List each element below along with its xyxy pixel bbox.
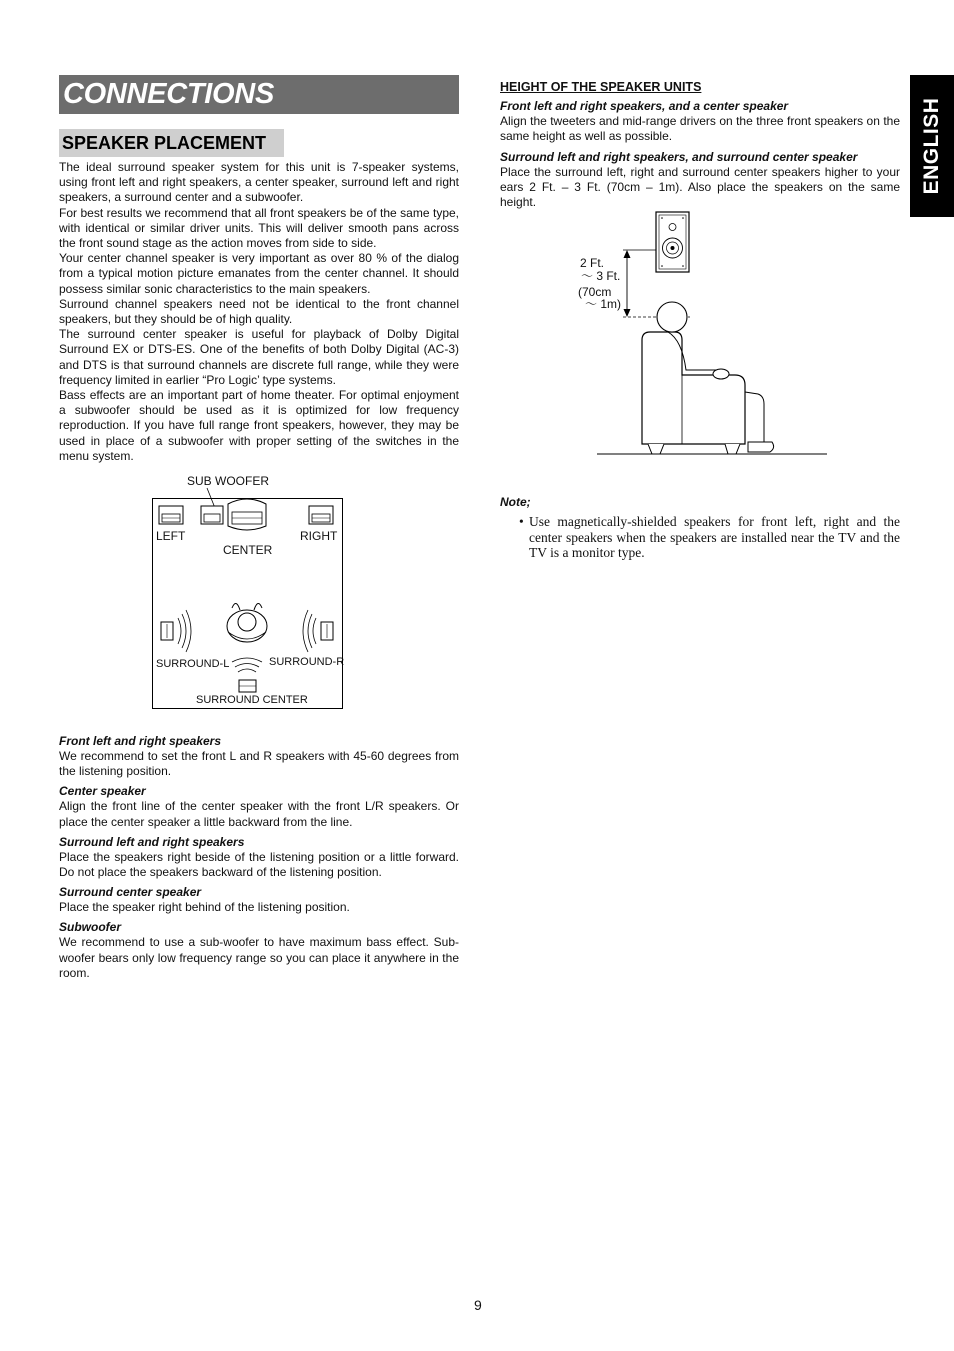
intro-text <box>59 160 459 464</box>
height-dim-line3: (70cm <box>578 285 612 299</box>
height-dim-line4: ～ 1m) <box>585 297 622 311</box>
surround-l-label: SURROUND-L <box>156 658 230 670</box>
height-title: HEIGHT OF THE SPEAKER UNITS <box>500 80 702 94</box>
language-tab <box>910 75 954 217</box>
placement-heading: Front left and right speakers <box>59 734 222 748</box>
height-heading: Surround left and right speakers, and surround center speaker <box>500 149 858 164</box>
title-bar <box>59 75 459 114</box>
placement-heading: Subwoofer <box>59 920 121 935</box>
placement-text: We recommend to use a sub-woofer to have maximum bass effect. Sub-woofer bears only low frequency range so you can place it anywhere in the room. <box>59 935 459 980</box>
arrow-down-icon <box>624 309 631 317</box>
height-dim-line1: 2 Ft. <box>580 256 605 270</box>
intro-paragraph: Surround channel speakers need not be identical to the front channel speakers, but they should be of high quality. <box>59 296 459 327</box>
page-number: 9 <box>474 1297 482 1313</box>
speaker-layout-frame <box>152 498 343 709</box>
page-title: CONNECTIONS <box>63 78 274 110</box>
note-list <box>519 514 900 561</box>
language-tab-label: ENGLISH <box>920 97 943 195</box>
placement-heading: Surround center speaker <box>59 885 202 900</box>
intro-paragraph: Your center channel speaker is very important as over 80 % of the dialog from a typical motion picture emanates from the center channel. It should possess similar sonic characteristics to the main speakers. <box>59 251 459 296</box>
note-text: Use magnetically-shielded speakers for front left, right and the center speakers when the speakers are installed near the TV and the TV is a monitor type. <box>529 514 900 560</box>
intro-paragraph: Bass effects are an important part of home theater. For optimal enjoyment a subwoofer should be used as it is optimized for low frequency reproduction. If you have full range front speakers, however, they may be used in place of a subwoofer with proper setting of the switches in the menu system. <box>59 388 459 463</box>
placement-section <box>59 734 459 981</box>
section-title-bar <box>59 129 284 157</box>
note-heading: Note; <box>500 495 531 509</box>
placement-heading: Center speaker <box>59 784 146 799</box>
placement-heading: Surround left and right speakers <box>59 834 245 849</box>
wall-speaker-icon <box>656 212 689 272</box>
surround-r-label: SURROUND-R <box>269 656 345 668</box>
center-label: CENTER <box>223 543 273 557</box>
intro-paragraph: The ideal surround speaker system for this unit is 7-speaker systems, using front left and right speakers, a center speaker, surround left and right speakers, a surround center and a subwoofer. <box>59 160 459 205</box>
note-item <box>519 514 900 561</box>
placement-text: Align the front line of the center speaker with the front L/R speakers. Or place the center speaker a little backward from the line. <box>59 799 459 829</box>
height-dim-line2: ～ 3 Ft. <box>581 269 621 283</box>
intro-paragraph: The surround center speaker is useful for playback of Dolby Digital Surround EX or DTS-ES. One of the benefits of both Dolby Digital (AC-3) and DTS is that surround channels are discrete full range, while they were frequency limited in earlier “Pro Logic’ type systems. <box>59 327 459 387</box>
height-text: Place the surround left, right and surround center speakers higher to your ears 2 Ft. – 3 Ft. (70cm – 1m). Also place the speakers on the same height. <box>500 164 900 210</box>
section-title: SPEAKER PLACEMENT <box>62 133 267 153</box>
arrow-up-icon <box>624 250 631 258</box>
surround-center-label: SURROUND CENTER <box>196 694 308 706</box>
bullet-icon: • <box>519 514 524 529</box>
seated-listener-icon <box>642 302 774 454</box>
height-heading: Front left and right speakers, and a center speaker <box>500 99 789 114</box>
right-label: RIGHT <box>300 529 338 543</box>
height-text: Align the tweeters and mid-range drivers on the three front speakers on the same height as well as possible. <box>500 114 900 144</box>
placement-text: Place the speakers right beside of the listening position or a little forward. Do not place the speakers backward of the listening position. <box>59 849 459 880</box>
placement-text: Place the speaker right behind of the listening position. <box>59 900 350 915</box>
left-label: LEFT <box>156 529 186 543</box>
placement-text: We recommend to set the front L and R speakers with 45-60 degrees from the listening position. <box>59 749 459 779</box>
sub-woofer-label: SUB WOOFER <box>187 474 270 488</box>
intro-paragraph: For best results we recommend that all front speakers be of the same type, with identical or similar driver units. This will deliver smooth pans across the front sound stage as the action moves from side to side. <box>59 205 459 251</box>
height-section <box>500 80 900 210</box>
height-diagram <box>590 210 835 460</box>
